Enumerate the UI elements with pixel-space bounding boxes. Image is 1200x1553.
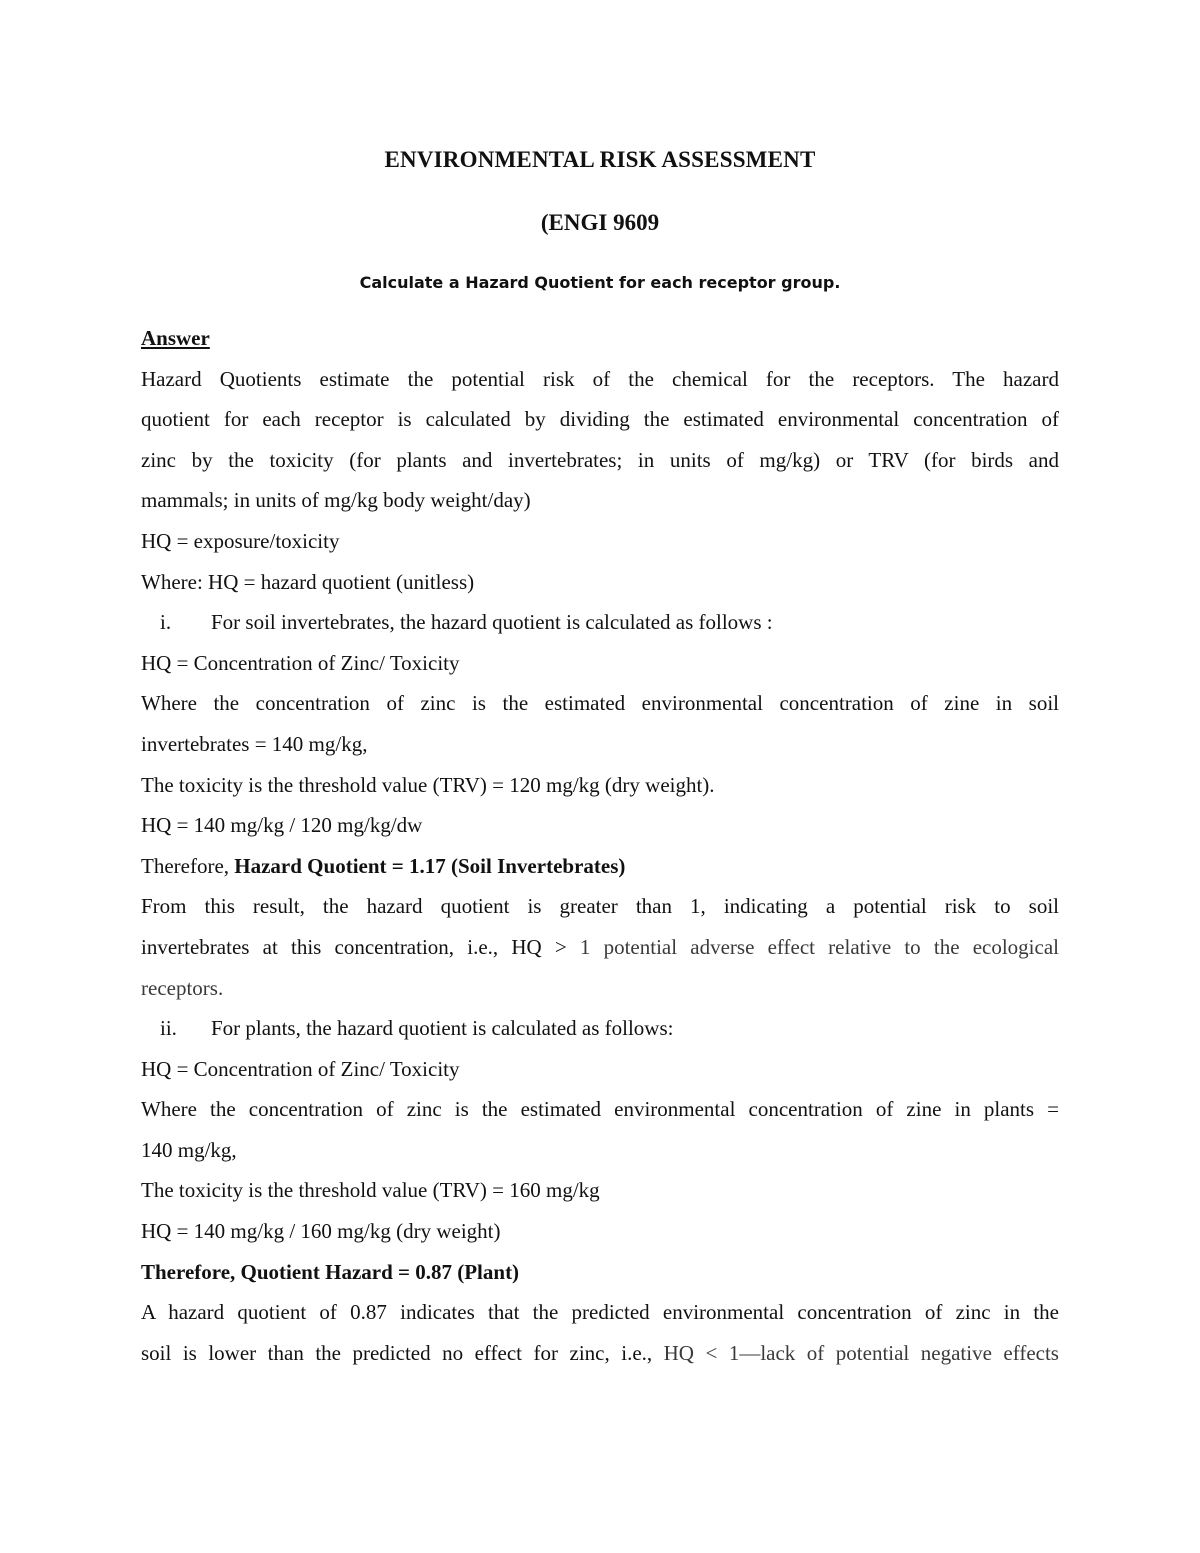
soil-concentration-line: invertebrates = 140 mg/kg, <box>141 731 368 756</box>
plants-heading <box>141 1008 1059 1049</box>
answer-heading: Answer <box>141 326 210 350</box>
interpretation-text: 1 potential adverse effect relative to the ecological <box>579 934 1059 959</box>
list-item-text: For soil invertebrates, the hazard quotient is calculated as follows : <box>211 610 773 635</box>
soil-interpretation-line: receptors. <box>141 975 224 1000</box>
plants-toxicity: The toxicity is the threshold value (TRV) = 160 mg/kg <box>141 1178 600 1203</box>
soil-result-line <box>141 846 1059 887</box>
intro-line: Hazard Quotients estimate the potential risk of the chemical for the receptors. The hazard <box>141 366 1059 391</box>
soil-result: Hazard Quotient = 1.17 (Soil Invertebrates) <box>234 853 626 878</box>
soil-interpretation-line: From this result, the hazard quotient is greater than 1, indicating a potential risk to soil <box>141 894 1059 919</box>
soil-concentration-line: Where the concentration of zinc is the estimated environmental concentration of zine in soil <box>141 691 1059 716</box>
intro-line: mammals; in units of mg/kg body weight/day) <box>141 488 531 513</box>
list-number: ii. <box>160 1016 177 1041</box>
plants-hq-formula: HQ = Concentration of Zinc/ Toxicity <box>141 1056 460 1081</box>
task-statement: Calculate a Hazard Quotient for each receptor group. <box>359 273 841 292</box>
soil-calculation: HQ = 140 mg/kg / 120 mg/kg/dw <box>141 813 423 838</box>
soil-interpretation-line <box>141 927 1059 968</box>
intro-line: quotient for each receptor is calculated by dividing the estimated environmental concentration of <box>141 407 1059 432</box>
hq-formula: HQ = exposure/toxicity <box>141 528 340 553</box>
soil-toxicity: The toxicity is the threshold value (TRV) = 120 mg/kg (dry weight). <box>141 772 715 797</box>
interpretation-text: HQ < 1—lack of potential negative effects <box>663 1340 1059 1365</box>
document-title: ENVIRONMENTAL RISK ASSESSMENT <box>384 147 816 172</box>
list-number: i. <box>160 610 172 635</box>
soil-hq-formula: HQ = Concentration of Zinc/ Toxicity <box>141 650 460 675</box>
hq-definition: Where: HQ = hazard quotient (unitless) <box>141 569 475 594</box>
course-code: (ENGI 9609 <box>540 210 660 235</box>
plants-interpretation-line: A hazard quotient of 0.87 indicates that the predicted environmental concentration of zinc in the <box>141 1300 1059 1325</box>
plants-concentration-line: Where the concentration of zinc is the estimated environmental concentration of zine in plants = <box>141 1097 1059 1122</box>
interpretation-text: invertebrates at this concentration, i.e., HQ > <box>141 934 580 959</box>
answer-body <box>141 318 1059 1373</box>
soil-invertebrates-heading <box>141 602 1059 643</box>
interpretation-text: soil is lower than the predicted no effect for zinc, i.e., <box>141 1340 664 1365</box>
intro-line: zinc by the toxicity (for plants and invertebrates; in units of mg/kg) or TRV (for birds and <box>141 447 1059 472</box>
plants-concentration-line: 140 mg/kg, <box>141 1137 237 1162</box>
list-item-text: For plants, the hazard quotient is calculated as follows: <box>211 1016 674 1041</box>
result-prefix: Therefore, <box>141 853 235 878</box>
plants-interpretation-line <box>141 1333 1059 1374</box>
plants-result: Therefore, Quotient Hazard = 0.87 (Plant) <box>141 1259 520 1284</box>
plants-calculation: HQ = 140 mg/kg / 160 mg/kg (dry weight) <box>141 1219 501 1244</box>
